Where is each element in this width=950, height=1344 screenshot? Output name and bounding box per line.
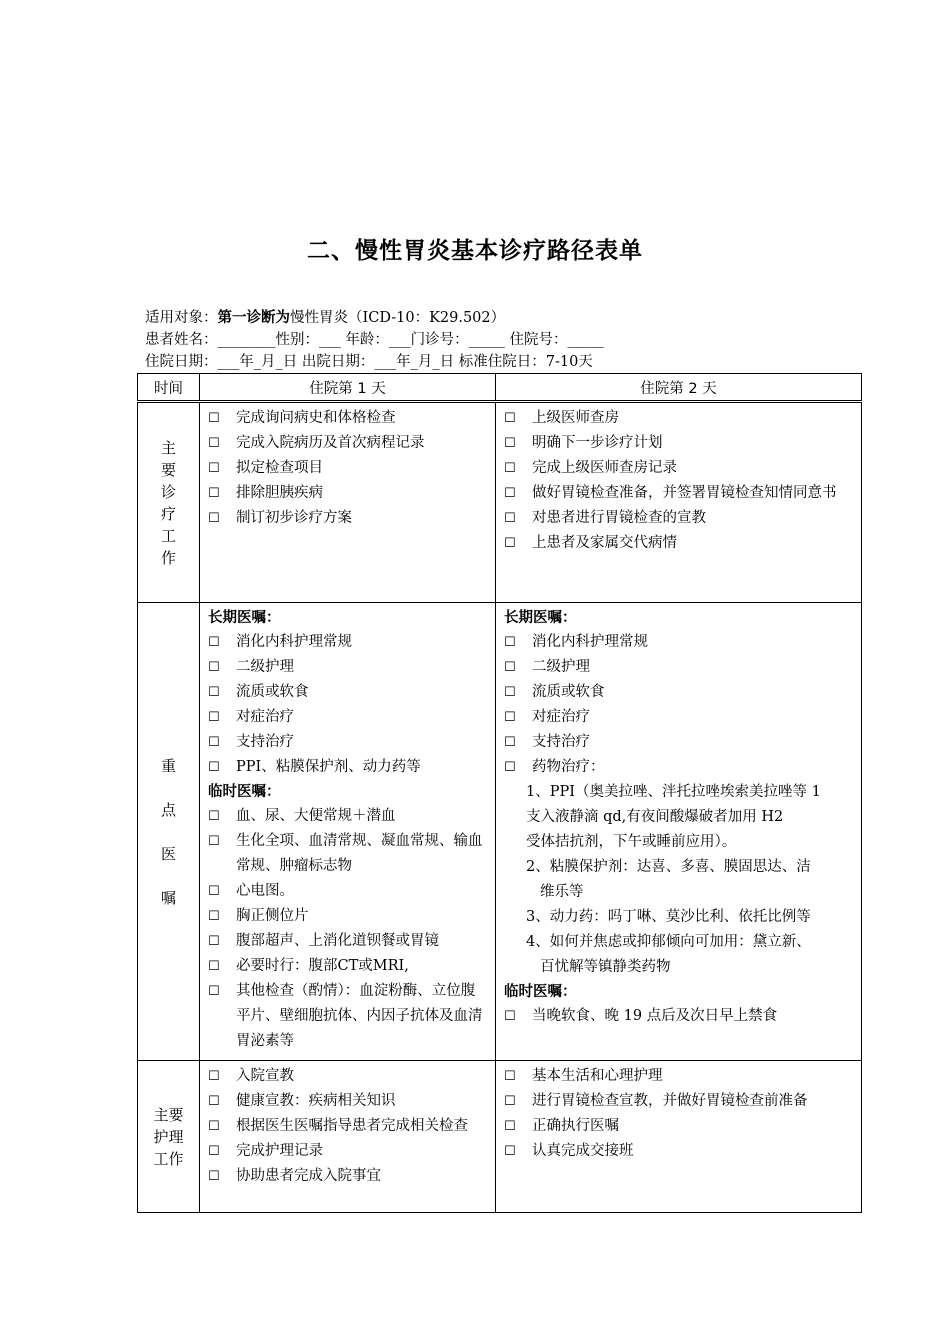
row-label-key-orders [138,603,200,1061]
checkbox-icon[interactable]: ☐ [208,959,220,974]
table-row-nursing-work [138,1061,862,1213]
temporary-order-item [208,904,489,929]
checkbox-icon[interactable]: ☐ [208,436,220,451]
long-term-order-item-text: 消化内科护理常规 [532,634,648,650]
checkbox-icon[interactable]: ☐ [208,884,220,899]
checkbox-icon[interactable]: ☐ [504,486,516,501]
checkbox-icon[interactable]: ☐ [208,635,220,650]
checkbox-icon[interactable]: ☐ [208,461,220,476]
checkbox-icon[interactable]: ☐ [504,436,516,451]
nursing-work-day1-item-text: 健康宣教：疾病相关知识 [236,1093,396,1109]
temporary-order-item [208,929,489,954]
main-work-day2-item [504,481,855,506]
drug-therapy-line: 4、如何并焦虑或抑郁倾向可加用：黛立新、 [526,934,811,950]
long-term-order-item-text: 支持治疗 [532,734,590,750]
checkbox-icon[interactable]: ☐ [208,1094,220,1109]
main-work-day2-item-text: 上患者及家属交代病情 [532,535,677,551]
row-label-char: 作 [160,548,176,567]
page-title: 二、慢性胃炎基本诊疗路径表单 [307,238,643,264]
long-term-order-item-text: 消化内科护理常规 [236,634,352,650]
drug-therapy-line: 维乐等 [540,884,584,900]
applicable-prefix: 适用对象： [145,310,218,326]
long-term-order-item [504,755,855,780]
nursing-work-day1-item [208,1139,489,1164]
main-work-day1-item-text: 完成询问病史和体格检查 [236,410,396,426]
temporary-order-item-text: 必要时行：腹部CT或MRI, [236,958,409,974]
main-work-day2-item [504,406,855,431]
nursing-work-day2-item-text: 基本生活和心理护理 [532,1068,663,1084]
diagnosis-bold: 第一诊断为 [217,310,290,326]
checkbox-icon[interactable]: ☐ [208,1169,220,1184]
row-label-char: 疗 [160,504,176,523]
main-work-day1-item-text: 拟定检查项目 [236,460,323,476]
checkbox-icon[interactable]: ☐ [208,1069,220,1084]
row-label-char: 主要 [153,1105,184,1124]
main-work-day2 [496,403,861,562]
main-work-day1-item-text: 制订初步诊疗方案 [236,510,352,526]
applicable-object-line [145,307,505,329]
nursing-work-day1-item-text: 完成护理记录 [236,1143,323,1159]
main-work-day2-item-text: 明确下一步诊疗计划 [532,435,663,451]
main-work-day2-item [504,456,855,481]
nursing-work-day2-item [504,1089,855,1114]
long-term-order-item [208,755,489,780]
row-label-main-work [138,402,200,603]
temporary-order-item-text: 心电图。 [236,883,294,899]
row-label-char: 护理 [153,1127,184,1146]
temporary-order-item-text: 其他检查（酌情）：血淀粉酶、立位腹平片、壁细胞抗体、内因子抗体及血清胃泌素等 [236,983,483,1049]
key-orders-day2 [496,603,861,1035]
main-work-day1-item-text: 排除胆胰疾病 [236,485,323,501]
checkbox-icon[interactable]: ☐ [504,760,516,775]
nursing-work-day1-item [208,1114,489,1139]
checkbox-icon[interactable]: ☐ [208,909,220,924]
nursing-work-day1 [200,1061,495,1195]
temporary-order-item [208,829,489,879]
long-term-order-item [208,680,489,705]
row-label-char: 要 [160,460,176,479]
nursing-work-day1-item-text: 协助患者完成入院事宜 [236,1168,381,1184]
main-work-day1-item [208,431,489,456]
main-work-day1-item [208,456,489,481]
temporary-order-item [208,879,489,904]
checkbox-icon[interactable]: ☐ [208,1119,220,1134]
checkbox-icon[interactable]: ☐ [208,685,220,700]
checkbox-icon[interactable]: ☐ [504,735,516,750]
temporary-orders-title: 临时医嘱： [504,984,577,1000]
long-term-order-item-text: PPI、粘膜保护剂、动力药等 [236,759,421,775]
checkbox-icon[interactable]: ☐ [208,1144,220,1159]
nursing-work-day1-item [208,1064,489,1089]
checkbox-icon[interactable]: ☐ [208,411,220,426]
nursing-work-day2-item-text: 进行胃镜检查宣教，并做好胃镜检查前准备 [532,1093,808,1109]
checkbox-icon[interactable]: ☐ [504,536,516,551]
long-term-order-item [504,730,855,755]
checkbox-icon[interactable]: ☐ [504,1069,516,1084]
long-term-order-item [504,630,855,655]
long-term-order-item-text: 流质或软食 [236,684,309,700]
row-label-char: 医 [160,844,176,863]
checkbox-icon[interactable]: ☐ [504,660,516,675]
patient-info-line: 患者姓名：________性别：___ 年龄：___门诊号：_____ 住院号：_____ [145,332,604,348]
checkbox-icon[interactable]: ☐ [504,635,516,650]
temporary-orders-title: 临时医嘱： [208,784,281,800]
checkbox-icon[interactable]: ☐ [208,660,220,675]
long-term-orders-title: 长期医嘱： [208,610,281,626]
nursing-work-day2-item [504,1114,855,1139]
temporary-order-item-text: 胸正侧位片 [236,908,309,924]
row-label-char: 嘱 [160,888,176,907]
main-work-day2-item [504,506,855,531]
checkbox-icon[interactable]: ☐ [208,511,220,526]
main-work-day1 [200,403,495,537]
main-work-day2-item-text: 上级医师查房 [532,410,619,426]
checkbox-icon[interactable]: ☐ [504,461,516,476]
admission-dates-line: 住院日期：___年_月_日 出院日期：___年_月_日 标准住院日：7-10天 [145,354,593,370]
key-orders-day1 [200,603,495,1060]
nursing-work-day1-item [208,1089,489,1114]
row-label-char: 工 [160,526,176,545]
diagnosis-text: 慢性胃炎（ICD-10：K29.502） [290,310,506,326]
long-term-order-item [504,680,855,705]
main-work-day2-item-text: 对患者进行胃镜检查的宣教 [532,510,706,526]
long-term-order-item [208,630,489,655]
nursing-work-day1-item-text: 入院宣教 [236,1068,294,1084]
long-term-order-item [504,705,855,730]
nursing-work-day2-item-text: 正确执行医嘱 [532,1118,619,1134]
drug-therapy-line: 1、PPI（奥美拉唑、泮托拉唑埃索美拉唑等 1 [526,784,821,800]
temporary-order-item [504,1004,855,1029]
drug-therapy-line: 百忧解等镇静类药物 [540,959,671,975]
temporary-order-item [208,804,489,829]
header-time: 时间 [138,374,200,402]
temporary-order-item [208,979,489,1054]
main-work-day1-item-text: 完成入院病历及首次病程记录 [236,435,425,451]
long-term-order-item-text: 二级护理 [236,659,294,675]
checkbox-icon[interactable]: ☐ [208,710,220,725]
nursing-work-day2 [496,1061,861,1170]
temporary-order-item-text: 腹部超声、上消化道钡餐或胃镜 [236,933,439,949]
header-day1: 住院第 1 天 [200,374,496,402]
row-label-char: 主 [160,438,176,457]
main-work-day2-item [504,531,855,556]
main-work-day1-item [208,406,489,431]
nursing-work-day2-item-text: 认真完成交接班 [532,1143,634,1159]
long-term-order-item-text: 二级护理 [532,659,590,675]
drug-therapy-line: 支入液静滴 qd,有夜间酸爆破者加用 H2 [526,809,784,825]
long-term-order-item-text: 对症治疗 [532,709,590,725]
long-term-order-item [208,705,489,730]
long-term-order-item-text: 流质或软食 [532,684,605,700]
temporary-order-item-text: 生化全项、血清常规、凝血常规、输血常规、肿瘤标志物 [236,833,483,874]
temporary-order-item-text: 当晚软食、晚 19 点后及次日早上禁食 [532,1008,778,1024]
long-term-order-item-text: 药物治疗： [532,759,605,775]
row-label-char: 重 [160,756,176,775]
checkbox-icon[interactable]: ☐ [504,511,516,526]
main-work-day1-item [208,506,489,531]
table-row-main-work [138,402,862,603]
checkbox-icon[interactable]: ☐ [208,735,220,750]
long-term-order-item [208,655,489,680]
main-work-day1-item [208,481,489,506]
row-label-nursing-work [138,1061,200,1213]
checkbox-icon[interactable]: ☐ [208,984,220,999]
long-term-order-item [504,655,855,680]
checkbox-icon[interactable]: ☐ [208,760,220,775]
table-header-row [138,374,862,402]
checkbox-icon[interactable]: ☐ [208,834,220,849]
nursing-work-day2-item [504,1139,855,1164]
long-term-orders-title: 长期医嘱： [504,610,577,626]
main-work-day2-item [504,431,855,456]
checkbox-icon[interactable]: ☐ [504,411,516,426]
checkbox-icon[interactable]: ☐ [208,809,220,824]
checkbox-icon[interactable]: ☐ [504,1119,516,1134]
clinical-pathway-table [137,373,862,1213]
long-term-order-item-text: 对症治疗 [236,709,294,725]
nursing-work-day1-item-text: 根据医生医嘱指导患者完成相关检查 [236,1118,468,1134]
temporary-order-item [208,954,489,979]
checkbox-icon[interactable]: ☐ [208,486,220,501]
drug-therapy-line: 受体拮抗剂，下午或睡前应用）。 [526,834,737,850]
main-work-day2-item-text: 完成上级医师查房记录 [532,460,677,476]
checkbox-icon[interactable]: ☐ [504,685,516,700]
long-term-order-item [208,730,489,755]
main-work-day2-item-text: 做好胃镜检查准备，并签署胃镜检查知情同意书 [532,485,837,501]
drug-therapy-line: 2、粘膜保护剂：达喜、多喜、膜固思达、洁 [526,859,811,875]
checkbox-icon[interactable]: ☐ [208,934,220,949]
nursing-work-day1-item [208,1164,489,1189]
nursing-work-day2-item [504,1064,855,1089]
row-label-char: 工作 [153,1149,184,1168]
checkbox-icon[interactable]: ☐ [504,1009,516,1024]
long-term-order-item-text: 支持治疗 [236,734,294,750]
row-label-char: 诊 [160,482,176,501]
checkbox-icon[interactable]: ☐ [504,1144,516,1159]
table-row-key-orders [138,603,862,1061]
header-day2: 住院第 2 天 [496,374,862,402]
row-label-char: 点 [160,800,176,819]
temporary-order-item-text: 血、尿、大便常规＋潜血 [236,808,396,824]
checkbox-icon[interactable]: ☐ [504,710,516,725]
drug-therapy-line: 3、动力药：吗丁啉、莫沙比利、依托比例等 [526,909,811,925]
checkbox-icon[interactable]: ☐ [504,1094,516,1109]
